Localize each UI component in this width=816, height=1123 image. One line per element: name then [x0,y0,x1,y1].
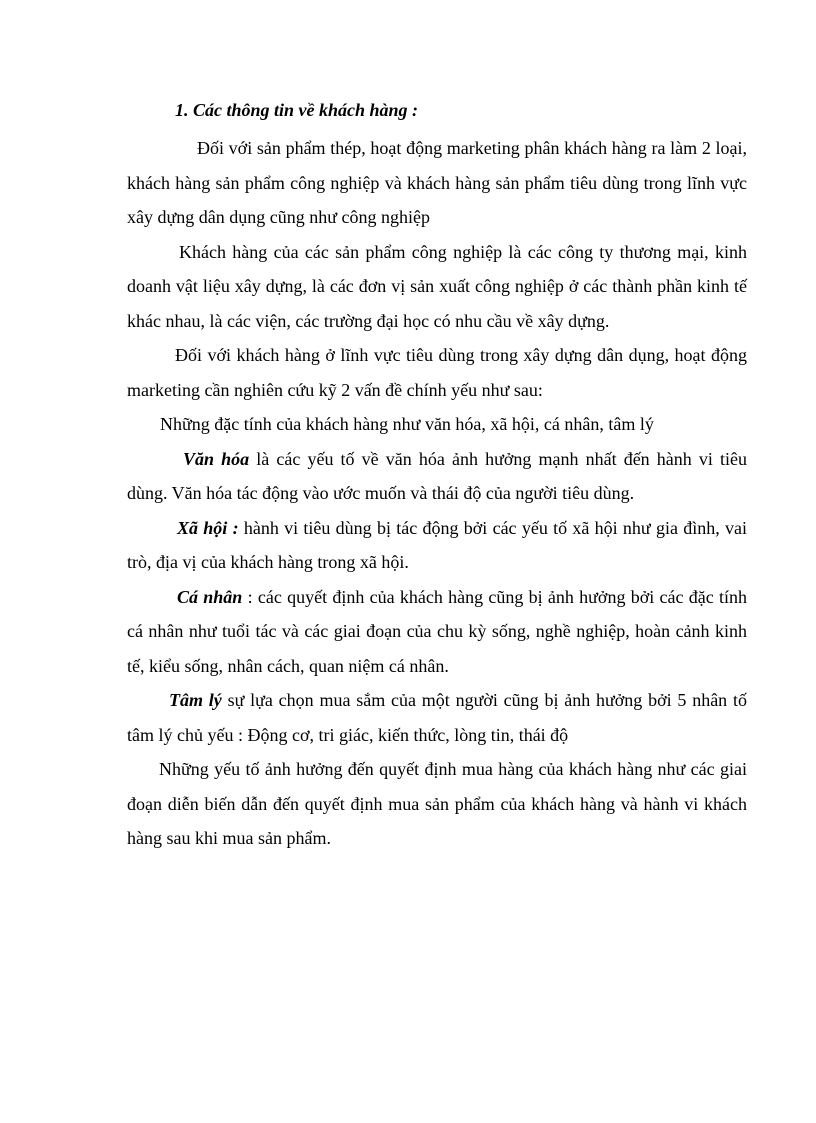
term-society: Xã hội : [177,517,239,538]
paragraph-culture [127,442,747,511]
paragraph-consumer-customers: Đối với khách hàng ở lĩnh vực tiêu dùng trong xây dựng dân dụng, hoạt động marketing cần nghiên cứu kỹ 2 vấn đề chính yếu như sau: [127,345,747,400]
term-psychology: Tâm lý [169,690,222,710]
paragraph-individual [127,580,747,684]
paragraph-customer-traits: Những đặc tính của khách hàng như văn hóa, xã hội, cá nhân, tâm lý [160,414,654,434]
paragraph-purchase-factors: Những yếu tố ảnh hưởng đến quyết định mua hàng của khách hàng như các giai đoạn diễn biến dẫn đến quyết định mua sản phẩm của khách hàng và hành vi khách hàng sau khi mua sản phẩm. [127,759,747,848]
term-individual: Cá nhân [177,586,243,607]
paragraph-industrial-customers: Khách hàng của các sản phẩm công nghiệp là các công ty thương mại, kinh doanh vật liệu xây dựng, là các đơn vị sản xuất công nghiệp ở các thành phần kinh tế khác nhau, là các viện, các trường đại học có nhu cầu về xây dựng. [127,241,747,331]
paragraph-society [127,511,747,580]
term-culture: Văn hóa [183,448,250,469]
text-society: hành vi tiêu dùng bị tác động bởi các yếu tố xã hội như gia đình, vai trò, địa vị của khách hàng trong xã hội. [127,517,747,572]
section-heading: 1. Các thông tin về khách hàng : [175,100,419,120]
text-individual: : các quyết định của khách hàng cũng bị ảnh hưởng bởi các đặc tính cá nhân như tuổi tác và các giai đoạn của chu kỳ sống, nghề nghiệp, hoàn cảnh kinh tế, kiểu sống, nhân cách, quan niệm cá nhân. [127,586,747,676]
text-psychology: sự lựa chọn mua sắm của một người cũng bị ảnh hưởng bởi 5 nhân tố tâm lý chủ yếu : Động cơ, tri giác, kiến thức, lòng tin, thái độ [127,690,747,745]
paragraph-psychology [127,683,747,752]
text-culture: là các yếu tố về văn hóa ảnh hưởng mạnh nhất đến hành vi tiêu dùng. Văn hóa tác động vào ước muốn và thái độ của người tiêu dùng. [127,448,748,503]
paragraph-steel-customers: Đối với sản phẩm thép, hoạt động marketing phân khách hàng ra làm 2 loại, khách hàng sản phẩm công nghiệp và khách hàng sản phẩm tiêu dùng trong lĩnh vực xây dựng dân dụng cũng như công nghiệp [127,138,747,227]
document-body [127,93,747,856]
